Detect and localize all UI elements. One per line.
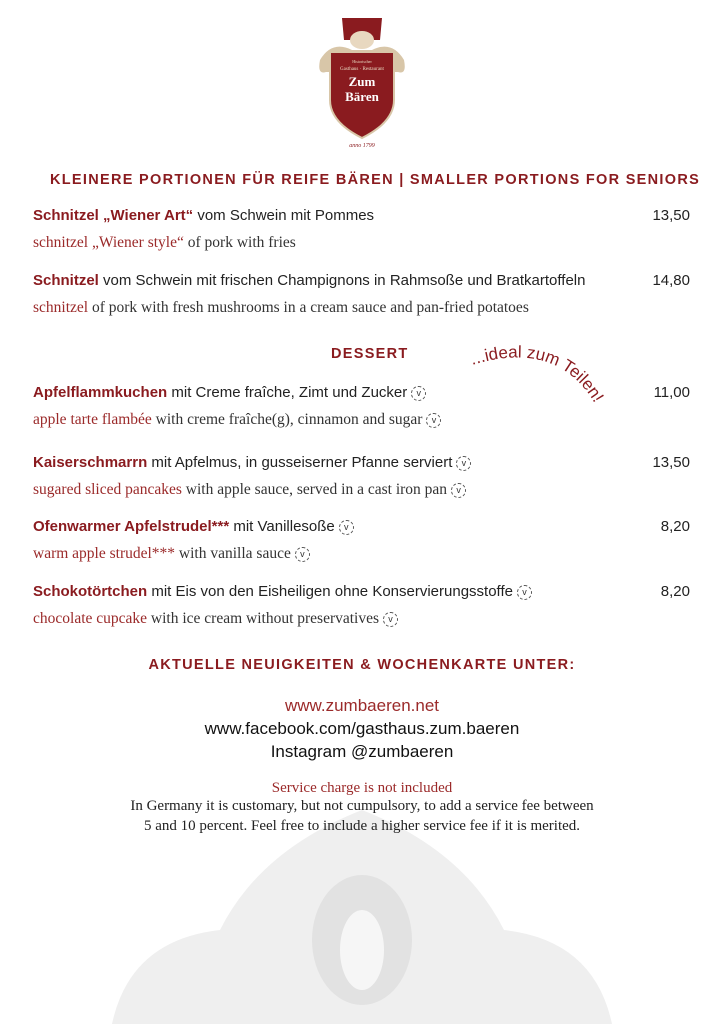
item-price: 13,50 [652, 454, 690, 471]
item-name: Kaiserschmarrn [33, 454, 148, 471]
service-title: Service charge is not included [271, 780, 453, 796]
facebook-link[interactable]: www.facebook.com/gasthaus.zum.baeren [204, 719, 520, 738]
item-en-desc: with apple sauce, served in a cast iron pan [181, 481, 448, 498]
item-price: 11,00 [653, 384, 690, 401]
svg-text:...ideal zum Teilen! [468, 342, 608, 405]
dessert-heading: DESSERT [331, 346, 409, 362]
item-name: Schnitzel „Wiener Art“ [33, 207, 194, 224]
item-name: Apfelflammkuchen [33, 384, 168, 401]
restaurant-logo [312, 10, 412, 150]
item-en-desc: with vanilla sauce [175, 545, 291, 562]
vegetarian-icon: v [426, 413, 441, 428]
item-en-name: schnitzel [33, 299, 89, 316]
vegetarian-icon: v [451, 483, 466, 498]
item-name: Schnitzel [33, 272, 99, 289]
item-name: Schokotörtchen [33, 583, 148, 600]
vegetarian-icon: v [339, 520, 354, 535]
vegetarian-icon: v [456, 456, 471, 471]
item-en-desc: with ice cream without preservatives [147, 610, 380, 627]
item-en-desc: of pork with fries [183, 234, 296, 251]
item-desc: mit Apfelmus, in gusseiserner Pfanne serviert [147, 454, 453, 471]
vegetarian-icon: v [411, 386, 426, 401]
service-line-2: 5 and 10 percent. Feel free to include a higher service fee if it is merited. [143, 818, 581, 834]
vegetarian-icon: v [295, 547, 310, 562]
instagram-handle[interactable]: Instagram @zumbaeren [270, 742, 454, 761]
item-en-name: sugared sliced pancakes [33, 481, 182, 498]
item-desc: vom Schwein mit Pommes [193, 207, 375, 224]
item-en-desc: of pork with fresh mushrooms in a cream sauce and pan-fried potatoes [88, 299, 529, 316]
item-price: 14,80 [652, 272, 690, 289]
svg-text:Gasthaus · Restaurant: Gasthaus · Restaurant [340, 67, 384, 72]
item-en-name: schnitzel „Wiener style“ [33, 234, 184, 251]
item-desc: mit Creme fraîche, Zimt und Zucker [167, 384, 408, 401]
svg-text:anno 1799: anno 1799 [349, 143, 375, 149]
item-name: Ofenwarmer Apfelstrudel*** [33, 518, 230, 535]
svg-text:Bären: Bären [345, 89, 379, 104]
vegetarian-icon: v [517, 585, 532, 600]
item-en-name: warm apple strudel*** [33, 545, 176, 562]
item-en-desc: with creme fraîche(g), cinnamon and sugar [151, 411, 423, 428]
item-price: 8,20 [660, 518, 690, 535]
item-desc: mit Vanillesoße [229, 518, 335, 535]
item-en-name: apple tarte flambée [33, 411, 152, 428]
item-en-name: chocolate cupcake [33, 610, 148, 627]
dessert-tagline [460, 335, 630, 435]
service-line-1: In Germany it is customary, but not cumpulsory, to add a service fee between [130, 798, 594, 814]
item-desc: vom Schwein mit frischen Champignons in Rahmsoße und Bratkartoffeln [98, 272, 586, 289]
website-link[interactable]: www.zumbaeren.net [284, 696, 440, 715]
tagline-text: ...ideal zum Teilen! [467, 342, 608, 406]
news-heading: AKTUELLE NEUIGKEITEN & WOCHENKARTE UNTER: [148, 657, 576, 673]
svg-text:Historischer: Historischer [352, 59, 372, 64]
svg-text:Zum: Zum [348, 74, 376, 89]
seniors-heading: KLEINERE PORTIONEN FÜR REIFE BÄREN | SMALLER PORTIONS FOR SENIORS [50, 172, 701, 188]
item-price: 13,50 [652, 207, 690, 224]
vegetarian-icon: v [383, 612, 398, 627]
item-desc: mit Eis von den Eisheiligen ohne Konservierungsstoffe [147, 583, 513, 600]
item-price: 8,20 [660, 583, 690, 600]
